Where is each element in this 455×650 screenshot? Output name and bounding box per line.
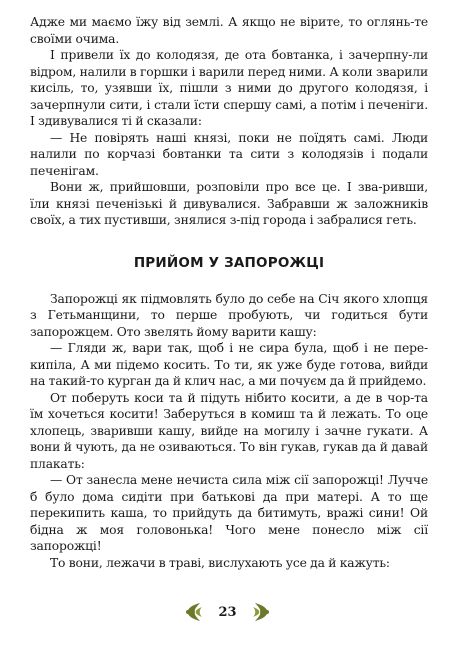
paragraph: І привели їх до колодязя, де ота бовтанка, і зачерпну-ли відром, налили в горшки і варили перед ними. А коли зварили кисіль, то, узявши їх, пішли з ними до другого колодязя, і зачерпнули сити, і стали їсти спершу самі, а потім і печеніги. І здивувалися ті й сказали: <box>30 48 428 128</box>
left-leaf-ornament-icon <box>184 601 204 623</box>
page-footer <box>0 600 455 624</box>
paragraph: То вони, лежачи в траві, вислухають усе да й кажуть: <box>50 555 390 570</box>
paragraph: — Гляди ж, вари так, щоб і не сира була, щоб і не пере-кипіла, А ми підемо косить. То ти, як уже буде готова, вийди на такий-то курган да й клич нас, а ми почуєм да й прийдемо. <box>30 341 428 388</box>
paragraph: — От занесла мене нечиста сила між сії запорожці! Лучче б було дома сидіти при батькові да при матері. А то ще перекипить каша, то прийдуть да битимуть, вражі сини! Ой бідна ж моя головонька! Чого мене понесло між сії запорожці! <box>30 473 428 553</box>
right-leaf-ornament-icon <box>251 601 271 623</box>
paragraph: От поберуть коси та й підуть нібито косити, а де в чор-та їм хочеться косити! Заберуться в комиш та й лежать. То оце хлопець, зваривши кашу, вийде на могилу і зачне гукати. А вони й чують, да не озиваються. То він гукав, гукав да й давай плакать: <box>30 390 428 471</box>
paragraph: Вони ж, прийшовши, розповіли про все це. І зва-ривши, їли князі печенізькі й дивувалися. Забравши ж заложників своїх, а тих пустивши, знялися з-під города і забралися геть. <box>30 180 428 227</box>
paragraph: Адже ми маємо їжу від землі. А якщо не вірите, то оглянь-те своїми очима. <box>30 15 428 46</box>
paragraph: Запорожці як підмовлять було до себе на Січ якого хлопця з Гетьманщини, то перше пробують, чи годиться бути запорожцем. Ото звелять йому варити кашу: <box>30 291 428 339</box>
section-heading: ПРИЙОМ У ЗАПОРОЖЦІ <box>133 254 325 271</box>
page-content <box>30 14 428 571</box>
page-number: 23 <box>218 604 237 620</box>
paragraph: — Не повірять наші князі, поки не поїдять самі. Люди налили по корчазі бовтанки та сити з колодязів і подали печенігам. <box>30 130 428 178</box>
